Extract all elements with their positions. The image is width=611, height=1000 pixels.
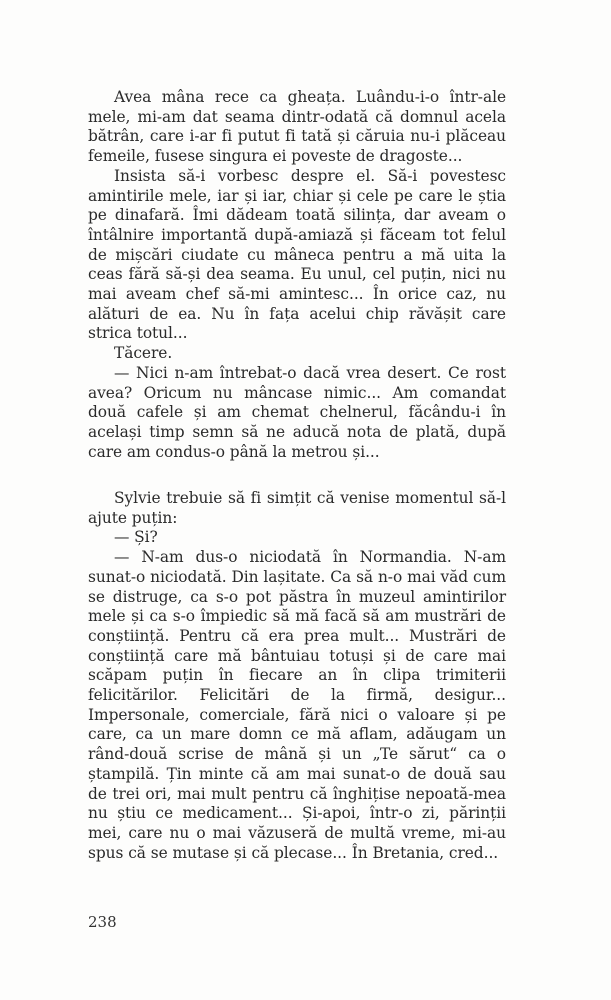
paragraph: Sylvie trebuie să fi simțit că venise momentul să-l ajute puțin:: [88, 489, 506, 527]
paragraph: Tăcere.: [114, 344, 173, 363]
paragraph: Avea mâna rece ca gheața. Luându-i-o într-ale mele, mi-am dat seama dintr-odată că domnul acela bătrân, care i-ar fi putut fi tată și căruia nu-i plăceau femeile, fusese singura ei poveste de dragoste...: [88, 88, 506, 166]
text-section-1: [88, 88, 506, 462]
paragraph: — N-am dus-o niciodată în Normandia. N-am sunat-o niciodată. Din lașitate. Ca să n-o mai văd cum se distruge, ca s-o pot păstra în muzeul amintirilor mele și ca s-o împiedic să mă facă să am mustrări de conștiință. Pentru că era prea mult... Mustrări de conștiință care mă bântuiau totuși și de care mai scăpam puțin în fiecare an în clipa trimiterii felicitărilor. Felicitări de la firmă, desigur... Impersonale, comerciale, fără nici o valoare și pe care, ca un mare domn ce mă aflam, adăugam un rând-două scrise de mână și un „Te sărut“ ca o ștampilă. Țin minte că am mai sunat-o de două sau de trei ori, mai mult pentru că înghițise nepoată-mea nu știu ce medicament... Și-apoi, într-o zi, părinții mei, care nu o mai văzuseră de multă vreme, mi-au spus că se mutase și că plecase... În Bretania, cred...: [88, 548, 506, 862]
paragraph: — Și?: [114, 528, 158, 547]
text-section-2: [88, 489, 506, 863]
page-number: 238: [88, 913, 117, 931]
paragraph: — Nici n-am întrebat-o dacă vrea desert. Ce rost avea? Oricum nu mâncase nimic... Am comandat două cafele și am chemat chelnerul, făcându-i în același timp semn să ne aducă nota de plată, după care am condus-o până la metrou și...: [88, 363, 506, 461]
paragraph: Insista să-i vorbesc despre el. Să-i povestesc amintirile mele, iar și iar, chiar și cele pe care le știa pe dinafară. Îmi dădeam toată silința, dar aveam o întâlnire importantă după-amiază și făceam tot felul de mișcări ciudate cu mâneca pentru a mă uita la ceas fără să-și dea seama. Eu unul, cel puțin, nici nu mai aveam chef să-mi amintesc... În orice caz, nu alături de ea. Nu în fața acelui chip răvășit care strica totul...: [88, 166, 506, 343]
